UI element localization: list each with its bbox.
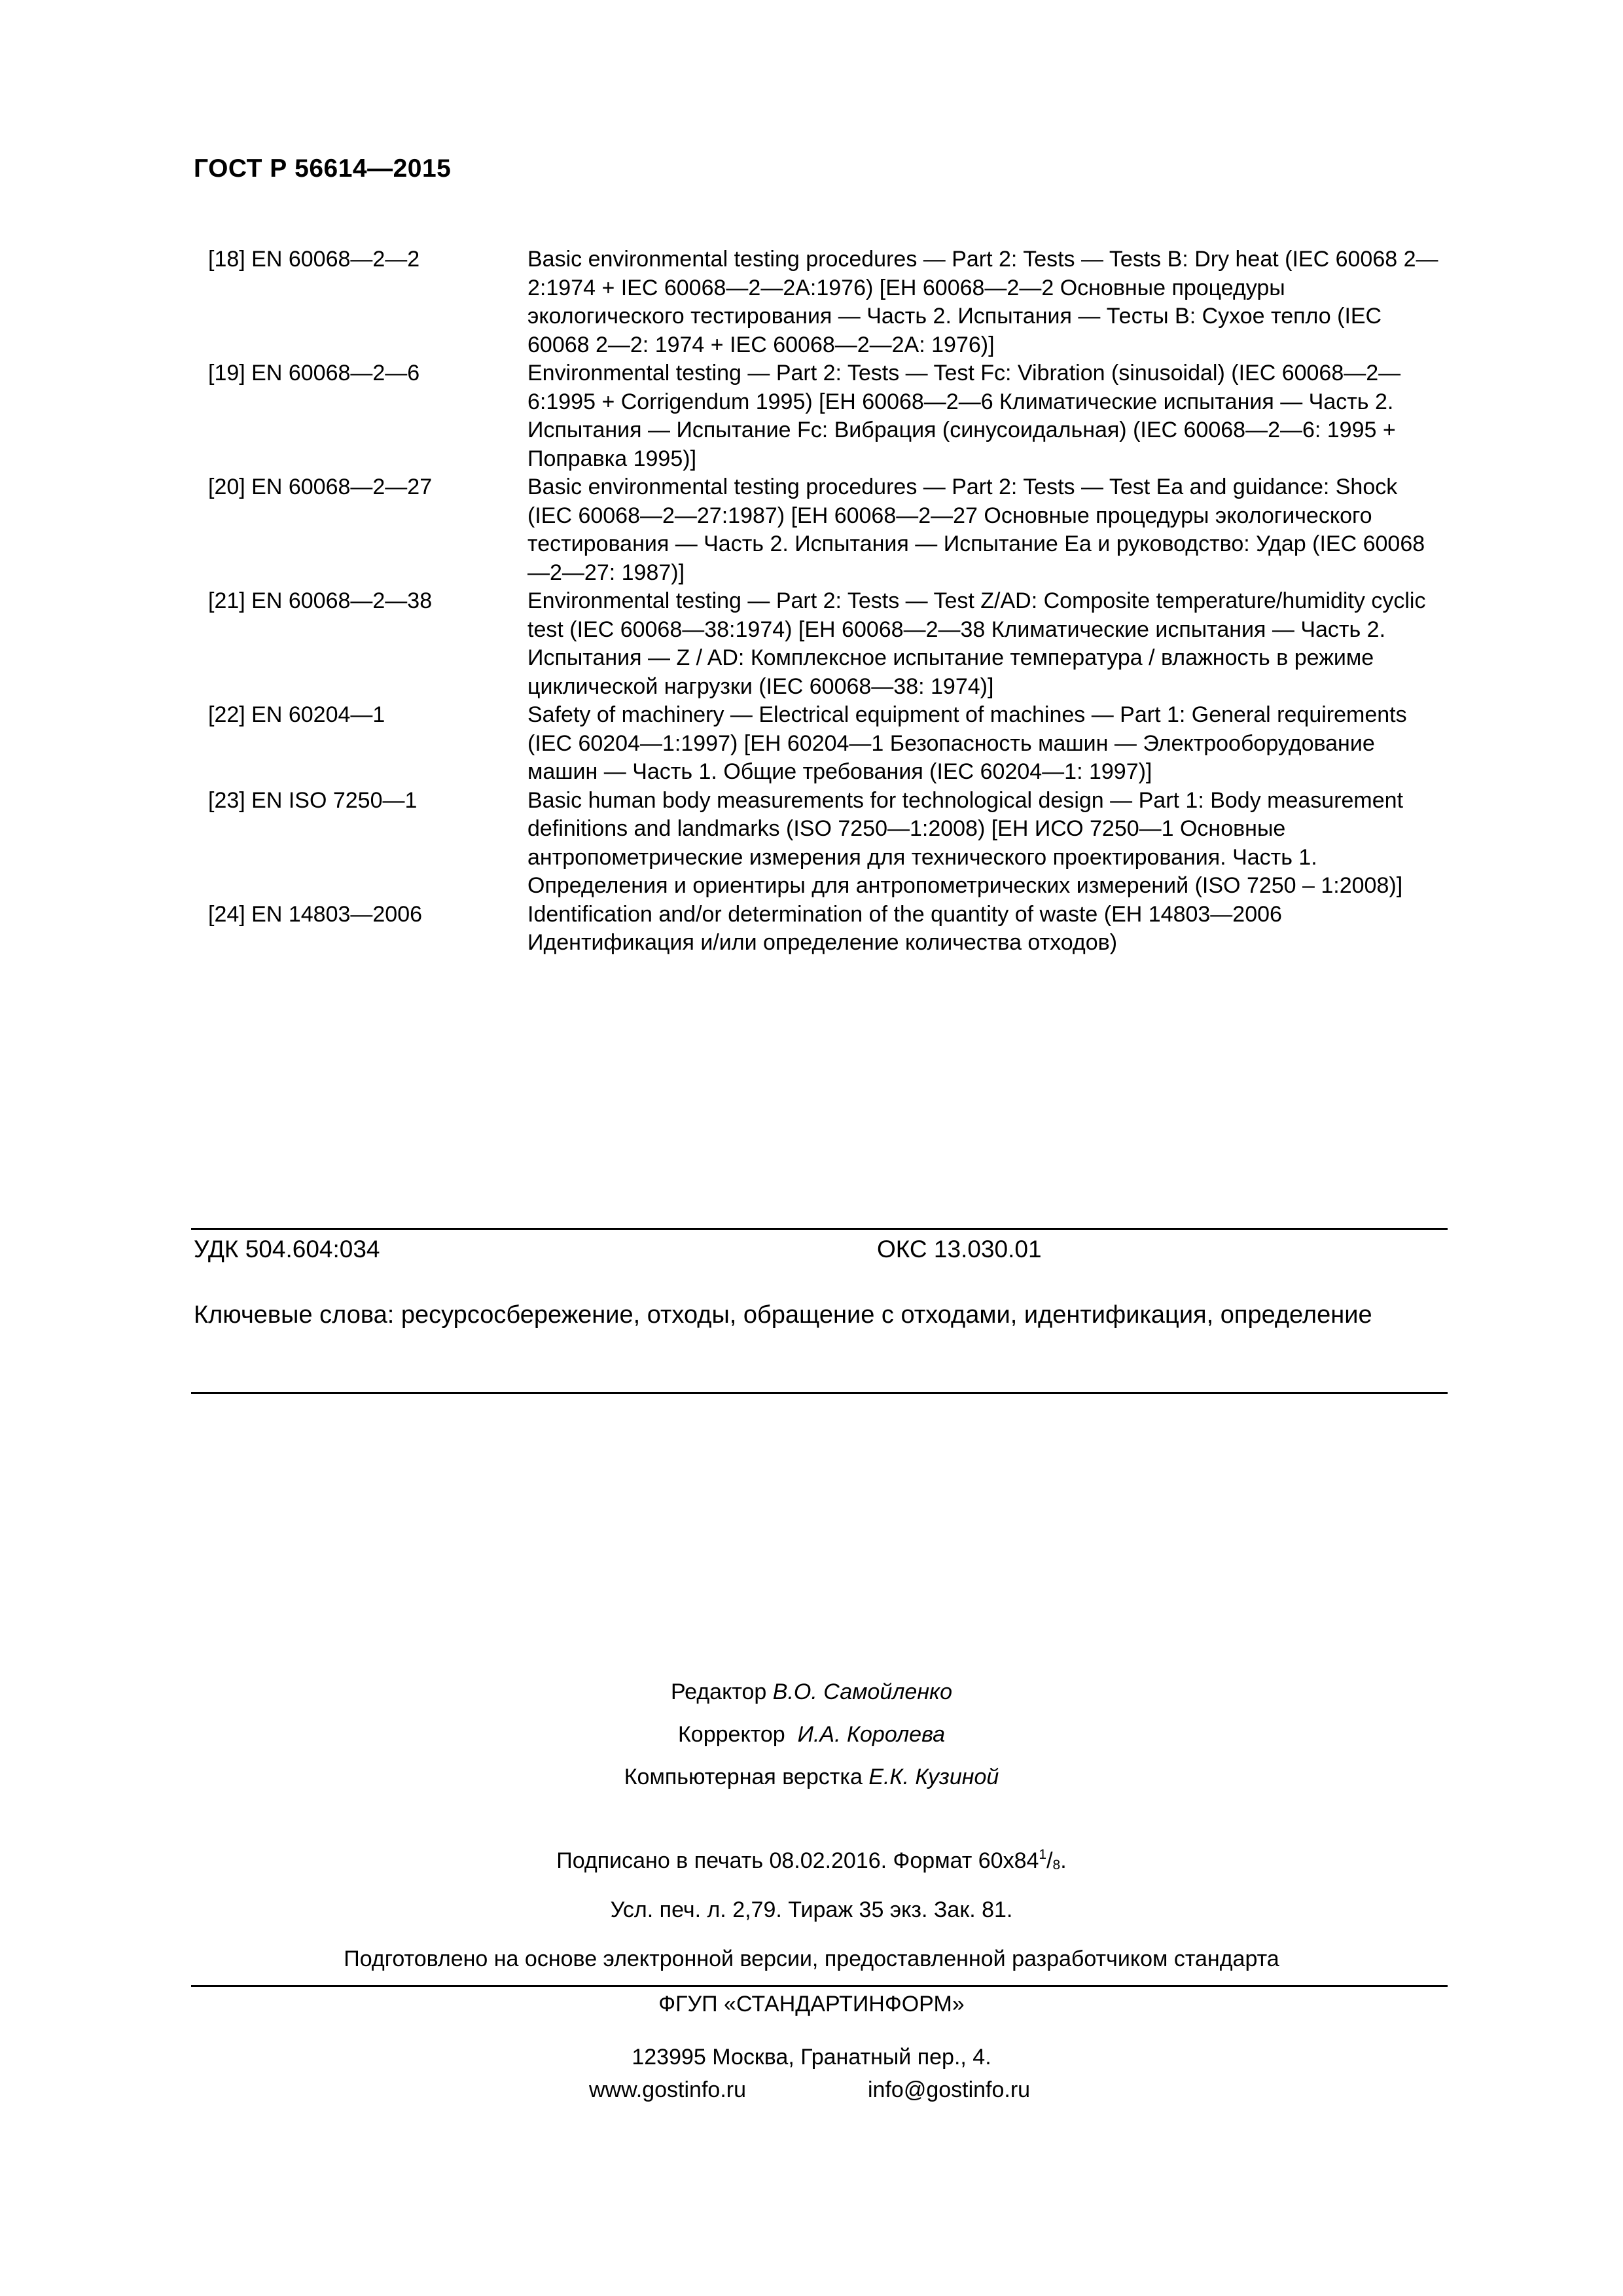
bibliography-item	[208, 587, 1438, 701]
reference-number: [22] EN 60204—1	[208, 702, 385, 727]
publisher-name: ФГУП «СТАНДАРТИНФОРМ»	[658, 1992, 965, 2017]
format-superscript: 1	[1039, 1847, 1047, 1862]
divider-publisher	[191, 1985, 1448, 1987]
editor-name: В.О. Самойленко	[772, 1679, 952, 1704]
editor-label: Редактор	[670, 1679, 767, 1704]
reference-text: Environmental testing — Part 2: Tests — Test Z/AD: Composite temperature/humidity cyclic test (IEC 60068—38:1974) [ЕН 60068—2—38 Климатические испытания — Часть 2. Испытания — Z / AD: Комплексное испытание температура / влажность в режиме циклической нагрузки (IEC 60068—38: 1974)]	[527, 588, 1426, 699]
email-link[interactable]: info@gostinfo.ru	[868, 2077, 1031, 2102]
bibliography-item	[208, 359, 1438, 473]
reference-number: [20] EN 60068—2—27	[208, 475, 433, 499]
oks-code: ОКС 13.030.01	[877, 1236, 1042, 1263]
reference-text: Basic human body measurements for technological design — Part 1: Body measurement definitions and landmarks (ISO 7250—1:2008) [ЕН ИСО 7250—1 Основные антропометрические измерения для технического проектирования. Часть 1. Определения и ориентиры для антропометрических измерений (ISO 7250 – 1:2008)]	[527, 787, 1404, 898]
reference-number: [23] EN ISO 7250—1	[208, 787, 418, 813]
publisher-address: 123995 Москва, Гранатный пер., 4.	[632, 2045, 991, 2070]
keywords: Ключевые слова: ресурсосбережение, отходы, обращение с отходами, идентификация, определение	[194, 1301, 1372, 1329]
layout-name: Е.К. Кузиной	[868, 1765, 999, 1789]
reference-text: Identification and/or determination of the quantity of waste (ЕН 14803—2006 Идентификация и/или определение количества отходов)	[527, 901, 1282, 955]
website-link[interactable]: www.gostinfo.ru	[589, 2077, 746, 2102]
reference-number: [24] EN 14803—2006	[208, 901, 423, 927]
divider-bottom	[191, 1392, 1448, 1394]
udk-code: УДК 504.604:034	[194, 1236, 380, 1263]
bibliography-list	[208, 245, 1438, 958]
bibliography-item	[208, 901, 1438, 958]
format-subscript: 8	[1052, 1857, 1061, 1873]
reference-text: Environmental testing — Part 2: Tests — Test Fc: Vibration (sinusoidal) (IEC 60068—2—6:1995 + Corrigendum 1995) [ЕН 60068—2—6 Климатические испытания — Часть 2. Испытания — Испытание Fc: Вибрация (синусоидальная) (IEC 60068—2—6: 1995 + Поправка 1995)]	[527, 361, 1401, 471]
format-end: .	[1060, 1848, 1067, 1873]
editor-line	[0, 1679, 1623, 1705]
divider-top	[191, 1228, 1448, 1230]
document-code: ГОСТ Р 56614—2015	[194, 154, 452, 183]
signed-line: Подписано в печать 08.02.2016. Формат $60x84^1/_8$.	[556, 1847, 1067, 1873]
print-info: Усл. печ. л. 2,79. Тираж 35 экз. Зак. 81.	[610, 1897, 1013, 1922]
bibliography-item	[208, 245, 1438, 359]
corrector-name: И.А. Королева	[797, 1722, 945, 1747]
reference-number: [18] EN 60068—2—2	[208, 247, 420, 272]
signed-text: Подписано в печать 08.02.2016. Формат 60x84	[556, 1848, 1039, 1873]
bibliography-item	[208, 473, 1438, 587]
reference-text: Safety of machinery — Electrical equipment of machines — Part 1: General requirements (IEC 60204—1:1997) [ЕН 60204—1 Безопасность машин — Электрооборудование машин — Часть 1. Общие требования (IEC 60204—1: 1997)]	[527, 702, 1407, 784]
reference-text: Basic environmental testing procedures — Part 2: Tests — Tests B: Dry heat (IEC 60068 2—2:1974 + IEC 60068—2—2A:1976) [ЕН 60068—2—2 Основные процедуры экологического тестирования — Часть 2. Испытания — Тесты B: Сухое тепло (IEC 60068 2—2: 1974 + IEC 60068—2—2A: 1976)]	[527, 247, 1438, 357]
layout-label: Компьютерная верстка	[624, 1765, 863, 1789]
reference-text: Basic environmental testing procedures — Part 2: Tests — Test Ea and guidance: Shock (IEC 60068—2—27:1987) [ЕН 60068—2—27 Основные процедуры экологического тестирования — Часть 2. Испытания — Испытание Ea и руководство: Удар (IEC 60068—2—27: 1987)]	[527, 475, 1425, 585]
corrector-line	[0, 1722, 1623, 1748]
prepared-note: Подготовлено на основе электронной версии, предоставленной разработчиком стандарта	[344, 1946, 1279, 1971]
layout-line	[0, 1765, 1623, 1790]
reference-number: [21] EN 60068—2—38	[208, 588, 433, 613]
bibliography-item	[208, 701, 1438, 787]
corrector-label: Корректор	[678, 1722, 785, 1747]
bibliography-item	[208, 787, 1438, 901]
reference-number: [19] EN 60068—2—6	[208, 361, 420, 386]
